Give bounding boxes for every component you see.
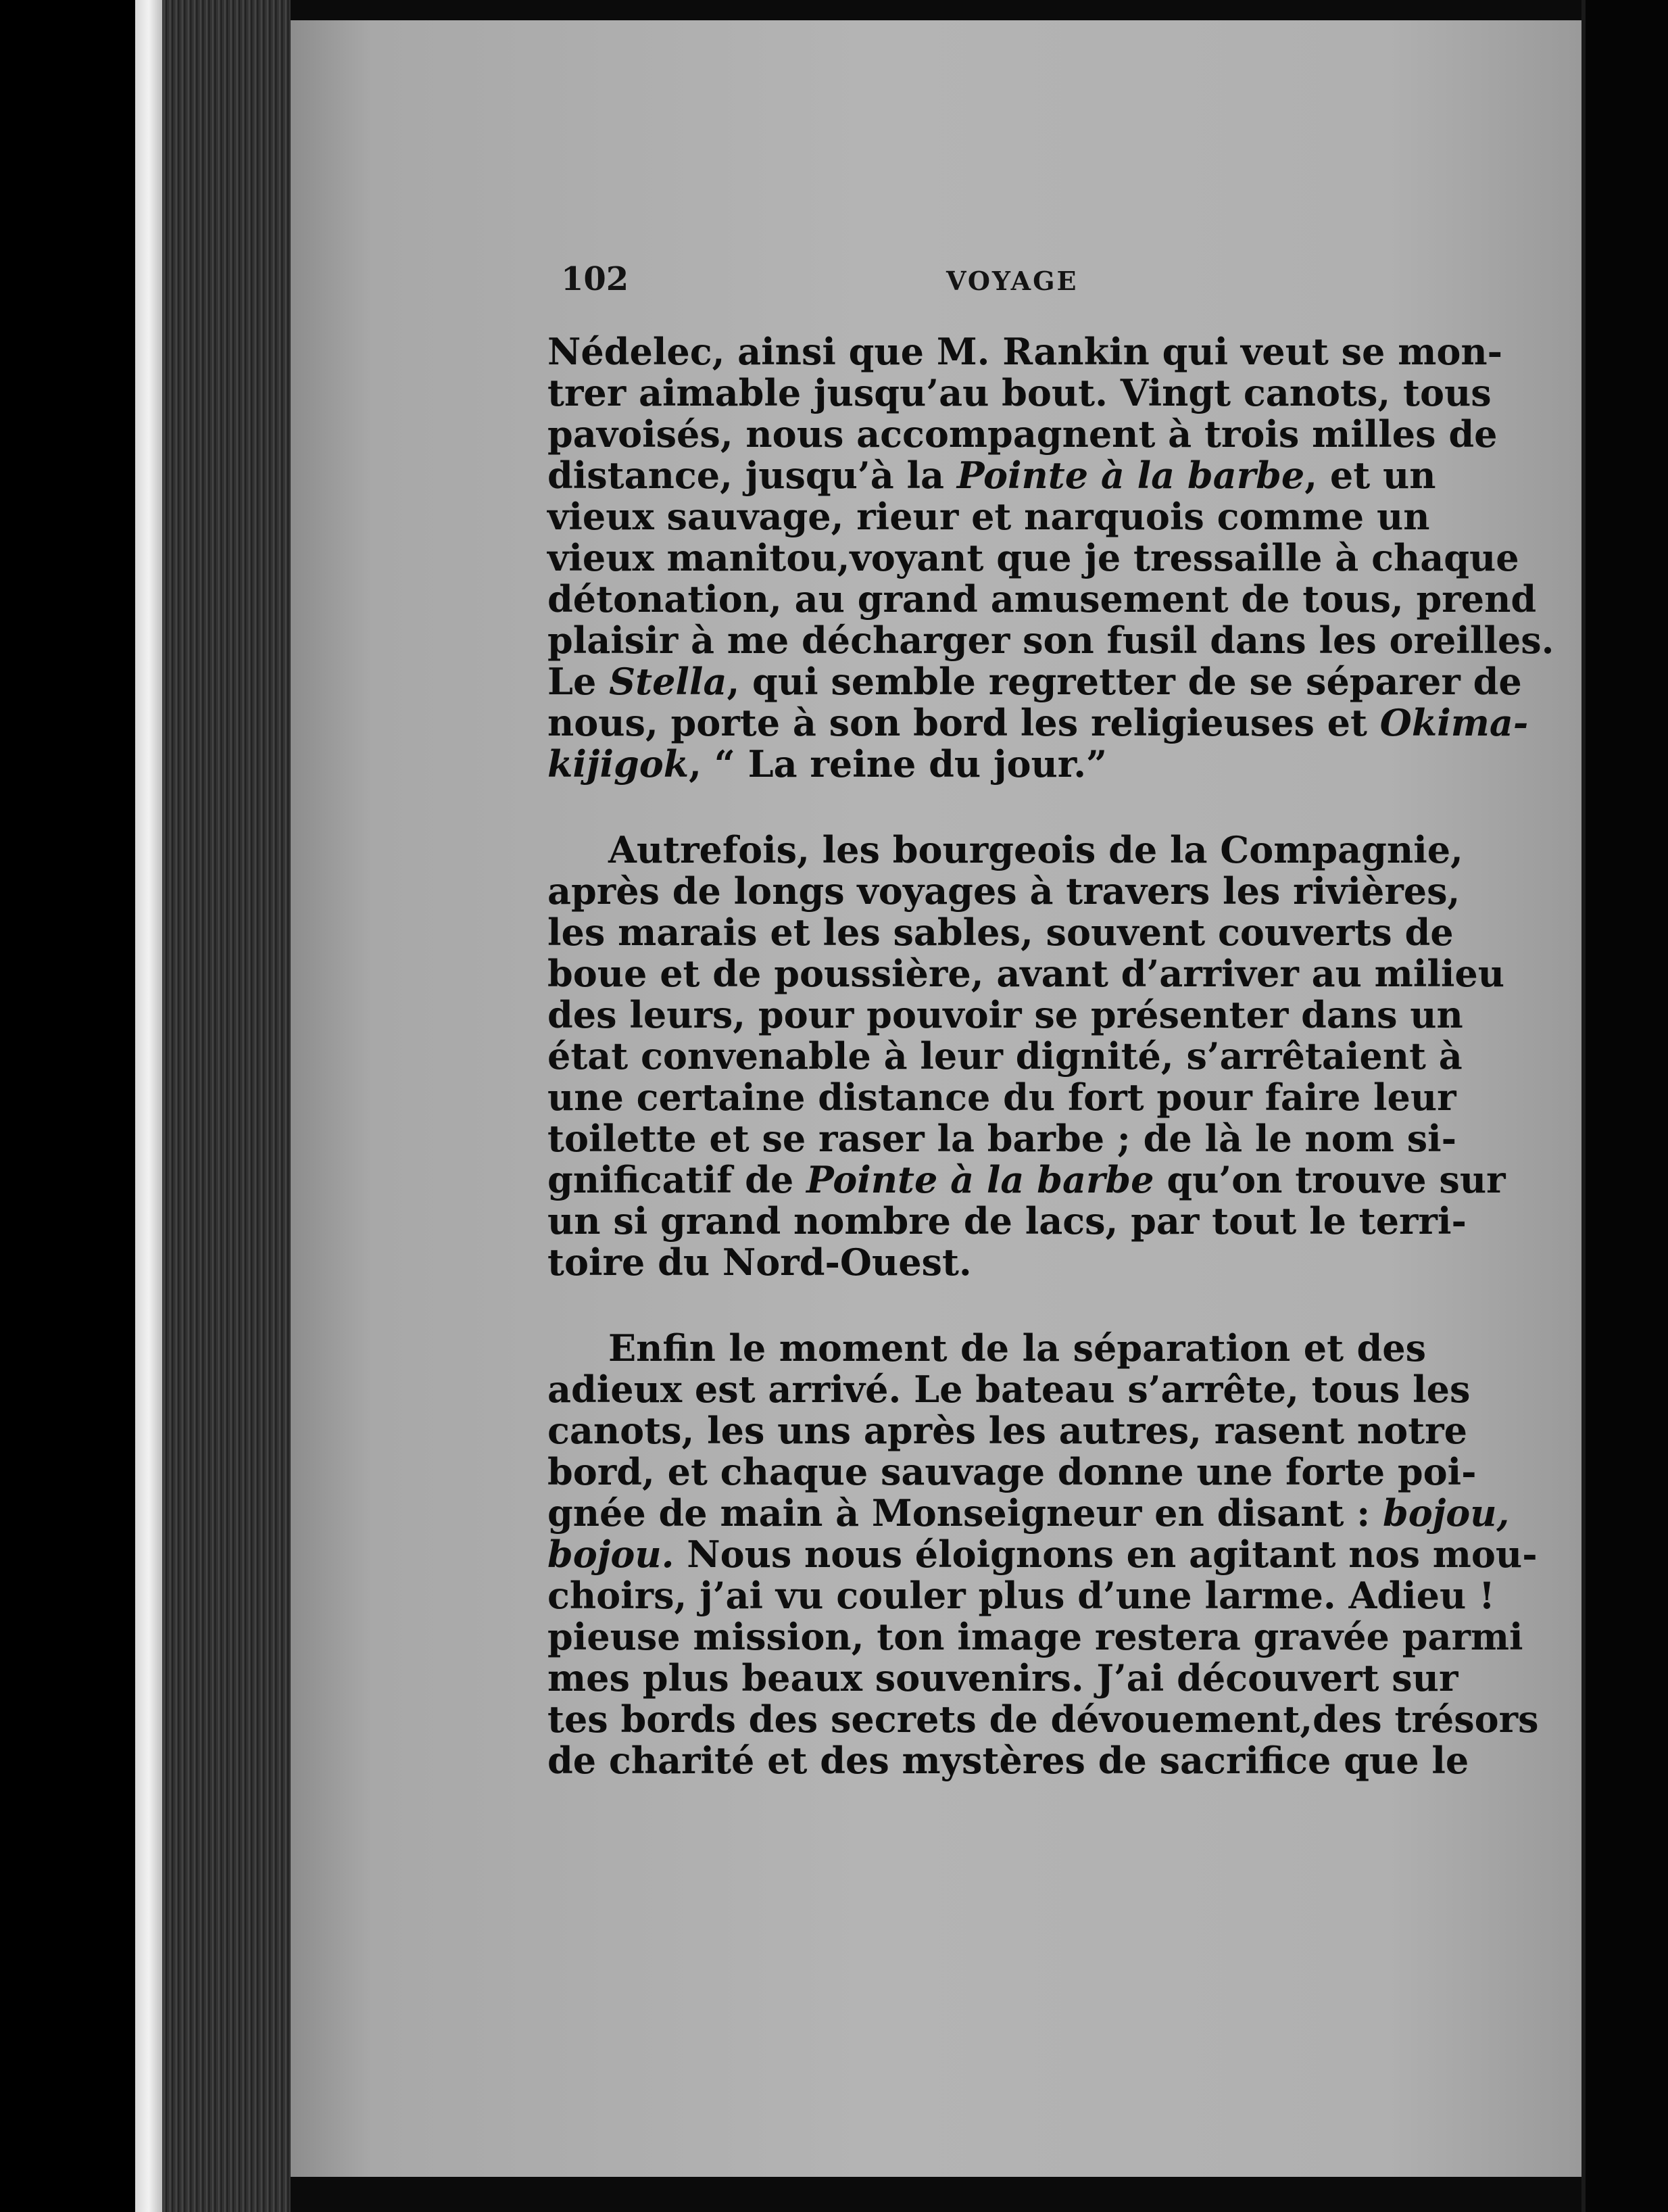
body-text xyxy=(547,330,1554,1826)
text-line xyxy=(547,744,1426,785)
text-run: bord, et chaque sauvage donne une forte poi- xyxy=(547,1450,1477,1493)
text-run: vieux manitou,voyant que je tressaille à chaque xyxy=(547,536,1519,579)
text-line xyxy=(547,1034,1463,1078)
text-line xyxy=(547,911,1454,954)
text-line xyxy=(547,993,1463,1036)
text-line xyxy=(547,1158,1506,1201)
text-line xyxy=(547,1533,1538,1576)
text-line xyxy=(547,371,1492,414)
text-line xyxy=(547,1574,1495,1617)
scan-left-margin xyxy=(0,0,135,2212)
paragraph xyxy=(547,330,1554,786)
text-run: Nédelec, ainsi que M. Rankin qui veut se mon- xyxy=(547,330,1503,373)
page-number: 102 xyxy=(561,260,629,298)
text-line xyxy=(547,495,1430,538)
text-line xyxy=(547,454,1436,497)
book-page-edges xyxy=(162,0,291,2212)
text-line xyxy=(547,1491,1510,1535)
text-line xyxy=(547,1076,1456,1119)
text-run: , qui semble regretter de se séparer de xyxy=(727,660,1522,703)
text-line xyxy=(547,412,1498,456)
italic-run: Pointe à la barbe xyxy=(806,1158,1154,1201)
text-line xyxy=(547,660,1522,703)
page-header xyxy=(561,260,1419,314)
italic-run: bojou, xyxy=(1382,1491,1510,1535)
text-run: adieux est arrivé. Le bateau s’arrête, tous les xyxy=(547,1368,1471,1411)
text-line xyxy=(547,1242,1426,1283)
text-line xyxy=(547,1615,1523,1658)
text-line xyxy=(547,1117,1457,1160)
text-line xyxy=(547,1739,1469,1782)
paragraph xyxy=(547,1326,1539,1782)
text-run: qu’on trouve sur xyxy=(1154,1158,1506,1201)
text-run: toilette et se raser la barbe ; de là le nom si- xyxy=(547,1117,1457,1160)
italic-run: kijigok xyxy=(547,742,689,786)
text-run: gnificatif de xyxy=(547,1158,807,1201)
text-run: trer aimable jusqu’au bout. Vingt canots, tous xyxy=(547,371,1492,414)
text-line xyxy=(547,1698,1539,1741)
text-run: après de longs voyages à travers les rivières, xyxy=(547,869,1461,913)
text-line xyxy=(547,1450,1477,1493)
paragraph xyxy=(547,828,1506,1284)
text-run: une certaine distance du fort pour faire leur xyxy=(547,1076,1456,1119)
text-run: plaisir à me décharger son fusil dans les oreilles. xyxy=(547,619,1554,662)
italic-run: bojou. xyxy=(547,1533,674,1576)
text-run: détonation, au grand amusement de tous, prend xyxy=(547,577,1537,621)
text-run: Enfin le moment de la séparation et des xyxy=(608,1326,1426,1370)
text-line xyxy=(547,1656,1458,1700)
running-head: VOYAGE xyxy=(946,266,1079,296)
text-line xyxy=(547,828,1463,871)
text-run: , “ La reine du jour.” xyxy=(689,742,1108,786)
text-run: un si grand nombre de lacs, par tout le terri- xyxy=(547,1199,1467,1243)
text-line xyxy=(547,619,1554,662)
text-run: boue et de poussière, avant d’arriver au milieu xyxy=(547,952,1504,995)
text-run: mes plus beaux souvenirs. J’ai découvert sur xyxy=(547,1656,1458,1700)
scan-edge-strip xyxy=(135,0,162,2212)
italic-run: Okima- xyxy=(1379,701,1529,744)
text-run: nous, porte à son bord les religieuses et xyxy=(547,701,1380,744)
text-run: état convenable à leur dignité, s’arrêtaient à xyxy=(547,1034,1463,1078)
text-run: Le xyxy=(547,660,610,703)
text-line xyxy=(547,1328,1426,1369)
text-run: choirs, j’ai vu couler plus d’une larme. Adieu ! xyxy=(547,1574,1495,1617)
text-run: toire du Nord-Ouest. xyxy=(547,1241,972,1284)
text-run: pavoisés, nous accompagnent à trois milles de xyxy=(547,412,1498,456)
text-line xyxy=(547,869,1461,913)
text-run: Nous nous éloignons en agitant nos mou- xyxy=(674,1533,1538,1576)
text-line xyxy=(547,952,1504,995)
text-run: Autrefois, les bourgeois de la Compagnie, xyxy=(608,828,1463,871)
text-run: , et un xyxy=(1304,454,1436,497)
text-run: de charité et des mystères de sacrifice que le xyxy=(547,1739,1469,1782)
text-line xyxy=(547,536,1519,579)
italic-run: Pointe à la barbe xyxy=(956,454,1305,497)
text-line xyxy=(547,1409,1467,1452)
text-run: distance, jusqu’à la xyxy=(547,454,957,497)
text-line xyxy=(547,701,1529,744)
text-run: canots, les uns après les autres, rasent notre xyxy=(547,1409,1467,1452)
text-line xyxy=(547,1368,1471,1411)
text-line xyxy=(547,577,1537,621)
text-run: pieuse mission, ton image restera gravée parmi xyxy=(547,1615,1523,1658)
text-run: gnée de main à Monseigneur en disant : xyxy=(547,1491,1383,1535)
italic-run: Stella xyxy=(609,660,727,703)
text-line xyxy=(547,1199,1467,1243)
text-line xyxy=(547,330,1503,373)
text-run: tes bords des secrets de dévouement,des trésors xyxy=(547,1698,1539,1741)
text-run: des leurs, pour pouvoir se présenter dans un xyxy=(547,993,1463,1036)
text-run: vieux sauvage, rieur et narquois comme un xyxy=(547,495,1430,538)
text-run: les marais et les sables, souvent couverts de xyxy=(547,911,1454,954)
scan-right-margin xyxy=(1581,0,1668,2212)
